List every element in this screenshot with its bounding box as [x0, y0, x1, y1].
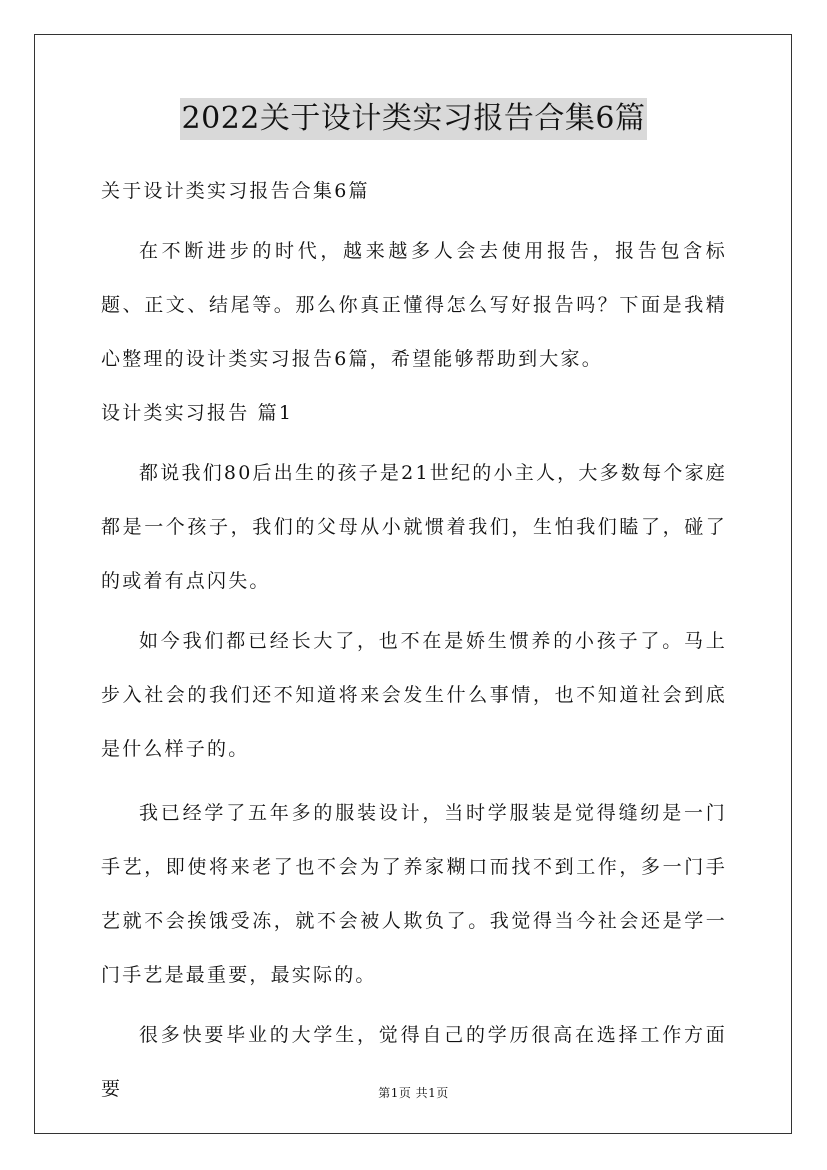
document-title: 2022关于设计类实习报告合集6篇 — [180, 98, 648, 140]
body-paragraph: 很多快要毕业的大学生，觉得自己的学历很高在选择工作方面要 — [101, 1024, 727, 1100]
intro-paragraph: 在不断进步的时代，越来越多人会去使用报告，报告包含标题、正文、结尾等。那么你真正懂得怎么写好报告吗？下面是我精心整理的设计类实习报告6篇，希望能够帮助到大家。 — [101, 240, 727, 370]
document-title-block — [0, 98, 827, 140]
body-paragraph: 我已经学了五年多的服装设计，当时学服装是觉得缝纫是一门手艺，即使将来老了也不会为了养家糊口而找不到工作，多一门手艺就不会挨饿受冻，就不会被人欺负了。我觉得当今社会还是学一门手艺是最重要，最实际的。 — [101, 802, 727, 986]
page-number: 第1页 共1页 — [378, 1086, 449, 1100]
page-footer — [0, 1084, 827, 1101]
section-heading: 设计类实习报告 篇1 — [101, 402, 294, 424]
document-subtitle: 关于设计类实习报告合集6篇 — [101, 180, 370, 202]
document-body — [101, 164, 727, 1116]
body-paragraph: 都说我们80后出生的孩子是21世纪的小主人，大多数每个家庭都是一个孩子，我们的父母从小就惯着我们，生怕我们瞌了，碰了的或着有点闪失。 — [101, 462, 727, 592]
body-paragraph: 如今我们都已经长大了，也不在是娇生惯养的小孩子了。马上步入社会的我们还不知道将来会发生什么事情，也不知道社会到底是什么样子的。 — [101, 630, 727, 760]
